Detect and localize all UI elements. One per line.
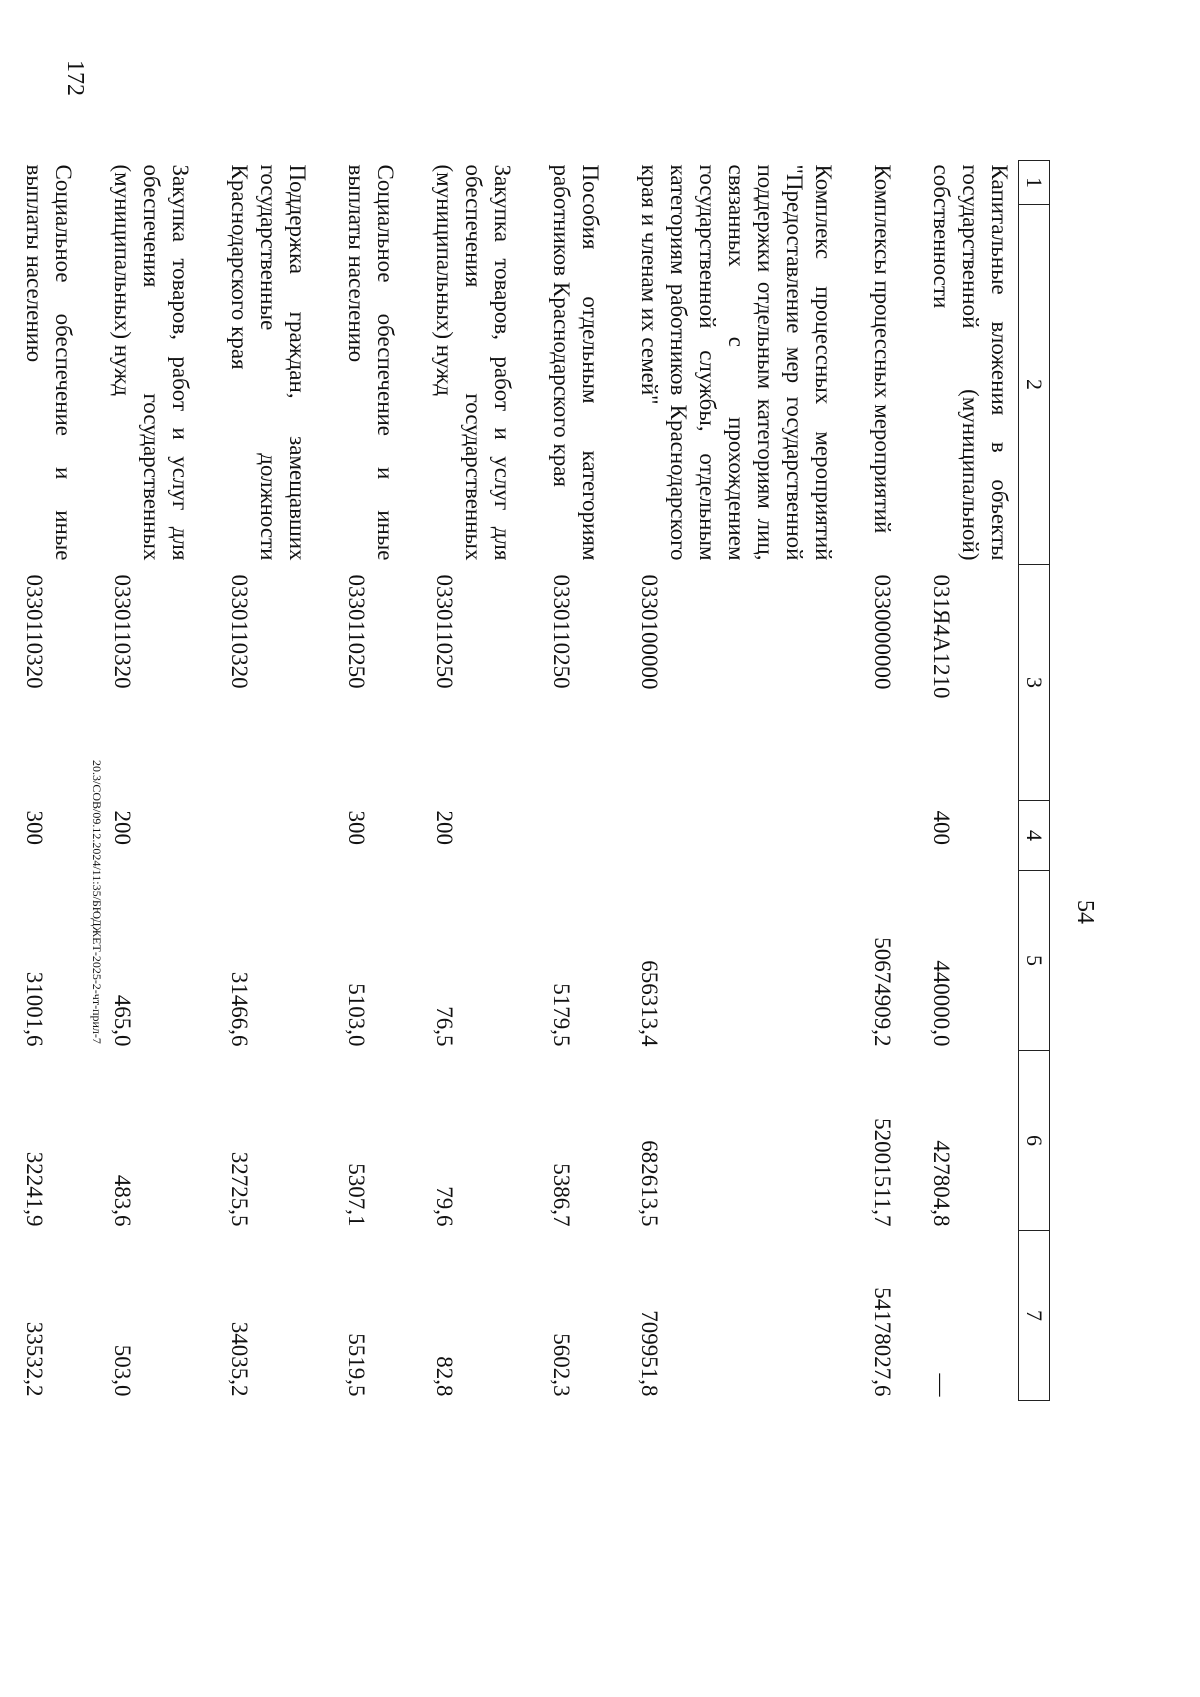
amount-2026: 682613,5 xyxy=(637,1140,662,1227)
expense-type: 400 xyxy=(929,810,954,845)
row-name: Поддержка граждан, замещавших государственные должности Краснодарского края xyxy=(227,164,310,561)
amount-2027: 709951,8 xyxy=(637,1310,662,1397)
expense-type: 200 xyxy=(432,810,457,845)
row-name: Комплекс процессных мероприятий "Предоставление мер государственной поддержки отдельным категориям лиц, связанных с прохождением государственной службы, отдельным категориям работников Краснодарского края и членам их семей" xyxy=(637,164,836,561)
amount-2025: 5103,0 xyxy=(344,983,369,1047)
amount-2027: 54178027,6 xyxy=(870,1287,895,1397)
column-header: 6 xyxy=(1019,1051,1050,1231)
target-code: 0330110250 xyxy=(344,574,369,689)
table-row xyxy=(0,161,82,1401)
expense-type: 300 xyxy=(22,810,47,845)
target-code: 0330110250 xyxy=(549,574,574,689)
row-name: Социальное обеспечение и иные выплаты населению xyxy=(22,164,76,561)
amount-2025: 656313,4 xyxy=(637,960,662,1047)
amount-2027: 5519,5 xyxy=(344,1333,369,1397)
expense-type: 200 xyxy=(110,810,135,845)
amount-2027: 5602,3 xyxy=(549,1333,574,1397)
table-row xyxy=(609,161,842,1401)
row-name: Социальное обеспечение и иные выплаты населению xyxy=(344,164,398,561)
table-row xyxy=(901,161,1019,1401)
column-header: 5 xyxy=(1019,871,1050,1051)
amount-2027: 34035,2 xyxy=(227,1321,252,1397)
target-code: 0330110320 xyxy=(227,574,252,689)
column-header: 1 xyxy=(1019,161,1050,205)
target-code: 0330000000 xyxy=(870,574,895,690)
amount-2026: 483,6 xyxy=(110,1174,135,1227)
column-header: 4 xyxy=(1019,801,1050,871)
amount-2026: 427804,8 xyxy=(929,1140,954,1227)
amount-2027: — xyxy=(929,1373,954,1397)
table-row xyxy=(842,161,901,1401)
budget-table xyxy=(0,160,1050,1401)
target-code: 0330110250 xyxy=(432,574,457,689)
amount-2026: 32241,9 xyxy=(22,1151,47,1227)
column-header: 3 xyxy=(1019,565,1050,801)
target-code: 031Я4А1210 xyxy=(929,574,954,699)
column-header: 2 xyxy=(1019,205,1050,565)
table-row xyxy=(199,161,316,1401)
table-row xyxy=(521,161,609,1401)
column-number-header xyxy=(1019,161,1050,1401)
target-code: 0330110320 xyxy=(22,574,47,689)
expense-type xyxy=(199,801,316,871)
row-name: Капитальные вложения в объекты государственной (муниципальной) собственности xyxy=(929,164,1012,561)
amount-2025: 31466,6 xyxy=(227,971,252,1047)
amount-2025: 50674909,2 xyxy=(870,937,895,1047)
document-code: 20.3/СОВ/09.12.2024/11:35/БЮДЖЕТ-2025-2-чт-прил-7 xyxy=(90,760,104,1044)
row-name: Пособия отдельным категориям работников Краснодарского края xyxy=(549,164,603,561)
expense-type xyxy=(609,801,842,871)
table-row xyxy=(404,161,521,1401)
amount-2025: 465,0 xyxy=(110,994,135,1047)
page-number: 172 xyxy=(62,60,88,96)
column-header: 7 xyxy=(1019,1231,1050,1401)
amount-2026: 32725,5 xyxy=(227,1151,252,1227)
table-row xyxy=(316,161,404,1401)
target-code: 0330100000 xyxy=(637,574,662,690)
amount-2026: 79,6 xyxy=(432,1186,457,1227)
expense-type xyxy=(521,801,609,871)
amount-2025: 440000,0 xyxy=(929,960,954,1047)
amount-2026: 5386,7 xyxy=(549,1163,574,1227)
amount-2027: 82,8 xyxy=(432,1356,457,1397)
amount-2027: 503,0 xyxy=(110,1344,135,1397)
amount-2025: 5179,5 xyxy=(549,983,574,1047)
amount-2026: 5307,1 xyxy=(344,1163,369,1227)
expense-type xyxy=(842,801,901,871)
sheet-number: 54 xyxy=(1072,900,1098,924)
target-code: 0330110320 xyxy=(110,574,135,689)
row-name: Закупка товаров, работ и услуг для обеспечения государственных (муниципальных) нужд xyxy=(432,164,515,561)
row-name: Закупка товаров, работ и услуг для обеспечения государственных (муниципальных) нужд xyxy=(110,164,193,561)
amount-2025: 76,5 xyxy=(432,1006,457,1047)
amount-2026: 52001511,7 xyxy=(870,1118,895,1227)
amount-2027: 33532,2 xyxy=(22,1321,47,1397)
expense-type: 300 xyxy=(344,810,369,845)
amount-2025: 31001,6 xyxy=(22,971,47,1047)
row-name: Комплексы процессных мероприятий xyxy=(870,164,895,534)
